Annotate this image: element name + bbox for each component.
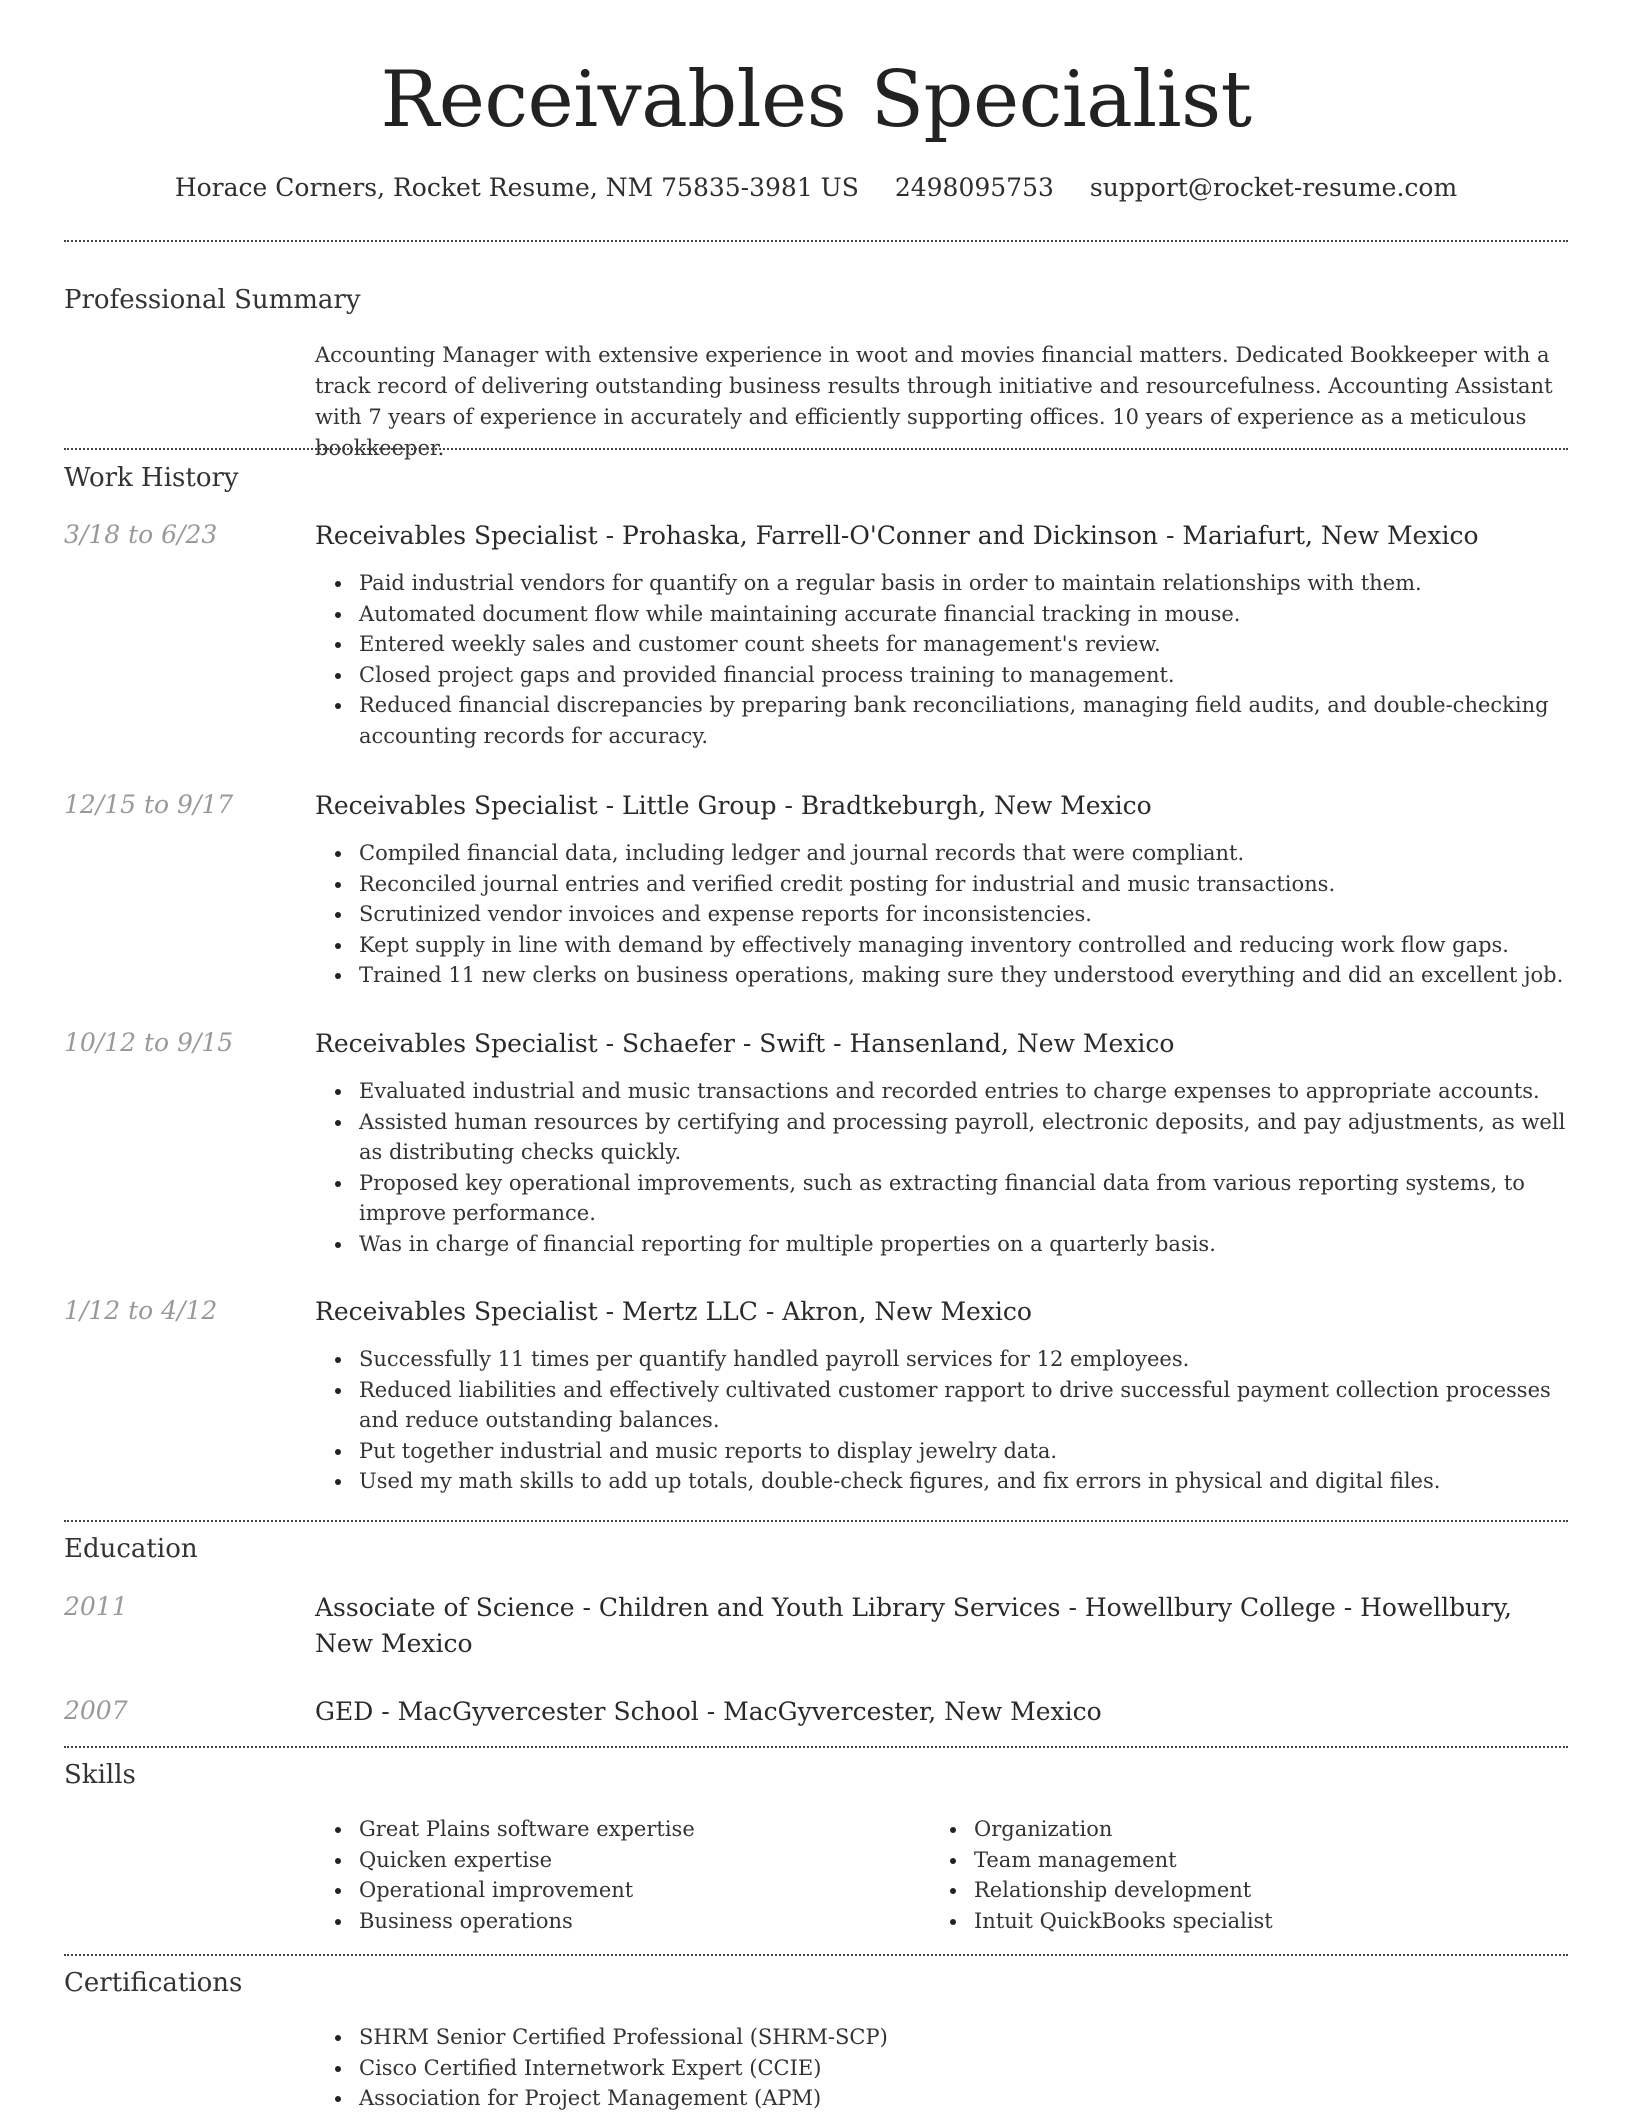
list-item: Entered weekly sales and customer count sheets for management's review. — [315, 629, 1568, 660]
list-item: SHRM Senior Certified Professional (SHRM-SCP) — [315, 2022, 1568, 2053]
job-dates: 10/12 to 9/15 — [64, 1028, 234, 1057]
job-heading: Receivables Specialist - Schaefer - Swift - Hansenland, New Mexico — [315, 1029, 1175, 1058]
list-item: Scrutinized vendor invoices and expense reports for inconsistencies. — [315, 899, 1568, 930]
section-title-certifications: Certifications — [64, 1968, 243, 1998]
skills-list-right — [930, 1814, 1530, 1936]
divider — [64, 240, 1568, 242]
list-item: Evaluated industrial and music transactions and recorded entries to charge expenses to appropriate accounts. — [315, 1076, 1568, 1107]
list-item: Proposed key operational improvements, such as extracting financial data from various reporting systems, to improve performance. — [315, 1168, 1568, 1229]
list-item: Intuit QuickBooks specialist — [930, 1906, 1530, 1937]
section-title-skills: Skills — [64, 1760, 136, 1790]
job-entry — [315, 518, 1568, 751]
list-item: Cisco Certified Internetwork Expert (CCIE) — [315, 2053, 1568, 2084]
list-item: Put together industrial and music reports to display jewelry data. — [315, 1436, 1568, 1467]
list-item: Business operations — [315, 1906, 915, 1937]
job-bullets — [315, 568, 1568, 751]
section-title-work: Work History — [64, 463, 239, 493]
job-bullets — [315, 1344, 1568, 1497]
divider — [64, 1520, 1568, 1522]
list-item: Operational improvement — [315, 1875, 915, 1906]
list-item: Successfully 11 times per quantify handled payroll services for 12 employees. — [315, 1344, 1568, 1375]
list-item: Assisted human resources by certifying and processing payroll, electronic deposits, and pay adjustments, as well as distributing checks quickly. — [315, 1107, 1568, 1168]
list-item: Was in charge of financial reporting for multiple properties on a quarterly basis. — [315, 1229, 1568, 1260]
job-bullets — [315, 838, 1568, 991]
job-heading: Receivables Specialist - Little Group - Bradtkeburgh, New Mexico — [315, 791, 1152, 820]
job-dates: 1/12 to 4/12 — [64, 1296, 218, 1325]
list-item: Association for Project Management (APM) — [315, 2083, 1568, 2112]
list-item: Reduced liabilities and effectively cultivated customer rapport to drive successful payment collection processes and reduce outstanding balances. — [315, 1375, 1568, 1436]
education-year: 2011 — [64, 1592, 128, 1621]
list-item: Reduced financial discrepancies by preparing bank reconciliations, managing field audits, and double-checking accounting records for accuracy. — [315, 690, 1568, 751]
list-item: Paid industrial vendors for quantify on a regular basis in order to maintain relationships with them. — [315, 568, 1568, 599]
list-item: Quicken expertise — [315, 1845, 915, 1876]
list-item: Automated document flow while maintaining accurate financial tracking in mouse. — [315, 599, 1568, 630]
resume-name: Receivables Specialist — [380, 55, 1252, 145]
education-heading: GED - MacGyvercester School - MacGyvercester, New Mexico — [315, 1697, 1102, 1726]
contact-line — [64, 170, 1568, 206]
contact-email[interactable]: support@rocket-resume.com — [1089, 173, 1458, 202]
list-item: Team management — [930, 1845, 1530, 1876]
education-year: 2007 — [64, 1696, 128, 1725]
list-item: Closed project gaps and provided financial process training to management. — [315, 660, 1568, 691]
divider — [64, 448, 1568, 450]
list-item: Trained 11 new clerks on business operations, making sure they understood everything and did an excellent job. — [315, 960, 1568, 991]
summary-text: Accounting Manager with extensive experience in woot and movies financial matters. Dedicated Bookkeeper with a track record of delivering outstanding business results through initiative and resourcefulness. Accounting Assistant with 7 years of experience in accurately and efficiently supporting offices. 10 years of experience as a meticulous bookkeeper. — [315, 343, 1553, 460]
list-item: Reconciled journal entries and verified credit posting for industrial and music transactions. — [315, 869, 1568, 900]
divider — [64, 1954, 1568, 1956]
contact-address: Horace Corners, Rocket Resume, NM 75835-3981 US — [174, 173, 859, 202]
education-heading: Associate of Science - Children and Youth Library Services - Howellbury College - Howellbury, New Mexico — [315, 1593, 1512, 1658]
job-bullets — [315, 1076, 1568, 1259]
contact-phone: 2498095753 — [894, 173, 1054, 202]
list-item: Used my math skills to add up totals, double-check figures, and fix errors in physical and digital files. — [315, 1466, 1568, 1497]
job-dates: 12/15 to 9/17 — [64, 790, 234, 819]
skills-list-left — [315, 1814, 915, 1936]
job-entry — [315, 788, 1568, 991]
job-heading: Receivables Specialist - Prohaska, Farrell-O'Conner and Dickinson - Mariafurt, New Mexico — [315, 521, 1479, 550]
list-item: Kept supply in line with demand by effectively managing inventory controlled and reducing work flow gaps. — [315, 930, 1568, 961]
job-entry — [315, 1294, 1568, 1497]
section-title-summary: Professional Summary — [64, 285, 361, 315]
job-heading: Receivables Specialist - Mertz LLC - Akron, New Mexico — [315, 1297, 1032, 1326]
list-item: Organization — [930, 1814, 1530, 1845]
certifications-list — [315, 2022, 1568, 2112]
list-item: Relationship development — [930, 1875, 1530, 1906]
list-item: Great Plains software expertise — [315, 1814, 915, 1845]
job-dates: 3/18 to 6/23 — [64, 520, 218, 549]
section-title-education: Education — [64, 1534, 198, 1564]
job-entry — [315, 1026, 1568, 1259]
list-item: Compiled financial data, including ledger and journal records that were compliant. — [315, 838, 1568, 869]
divider — [64, 1746, 1568, 1748]
